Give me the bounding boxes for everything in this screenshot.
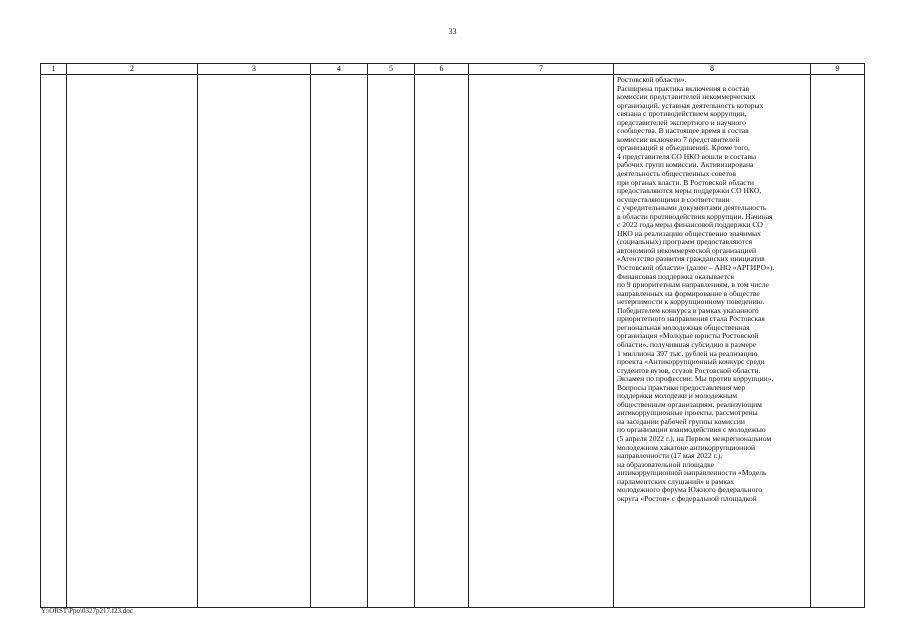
cell-text [469,75,613,76]
cell-col-4 [311,75,368,608]
cell-col-3 [198,75,311,608]
column-header-3: 3 [198,64,311,75]
cell-text [198,75,310,76]
cell-col-5 [368,75,415,608]
report-table [40,63,865,608]
cell-col-6 [415,75,469,608]
cell-text [311,75,367,76]
cell-text [41,75,66,76]
table-row [41,75,865,608]
cell-col-8 [614,75,811,608]
cell-col-7 [469,75,614,608]
header-row [41,64,865,75]
page-number: 33 [448,27,457,36]
column-header-9: 9 [811,64,865,75]
column-header-4: 4 [311,64,368,75]
column-header-8: 8 [614,64,811,75]
cell-body-text: Ростовской области». Расширена практика включения в состав комиссии представителей некоммерческих организаций, уставная деятельность которых связана с противодействием коррупции, представителей экспертного и научного сообщества. В настоящее время в состав комиссии включено 7 представителей организаций и объединений. Кроме того, 4 представителя СО НКО вошли в составы рабочих групп комиссии. Активизирована деятельность общественных советов при органах власти. В Ростовской области предоставляются меры поддержки СО НКО, осуществляющими в соответствии с учредительными документами деятельность в области противодействия коррупции. Начиная с 2022 года меры финансовой поддержки СО НКО на реализацию общественно значимых (социальных) программ предоставляются автономной некоммерческой организацией «Агентство развития гражданских инициатив Ростовской области» (далее – АНО «АРГИРО»). Финансовая поддержка оказывается по 9 приоритетным направлениям, в том числе направленных на формирование в обществе нетерпимости к коррупционному поведению. Победителем конкурса в рамках указанного приоритетного направления стала Ростовская региональная молодежная общественная организация «Молодые юристы Ростовской области», получившая субсидию в размере 1 миллиона 397 тыс. рублей на реализацию проекта «Антикоррупционный конкурс среди студентов вузов, ссузов Ростовской области. Экзамен по профессии: Мы против коррупции». Вопросы практики предоставления мер поддержки молодежи и молодежным общественным организациям, реализующим антикоррупционные проекты, рассмотрены на заседании рабочей группы комиссии по организации взаимодействия с молодежью (5 апреля 2022 г.), на Первом межрегиональном молодежном хакатоне антикоррупционной направленности (17 мая 2022 г.), на образовательной площадке антикоррупционной направленности «Модель парламентских слушаний» в рамках молодежного форума Южного федерального округа «Ростов» с федеральной площадкой [617,75,775,503]
cell-col-2 [67,75,198,608]
cell-text [811,75,864,76]
cell-text [67,75,197,76]
column-header-5: 5 [368,64,415,75]
cell-col-1 [41,75,67,608]
column-header-1: 1 [41,64,67,75]
cell-text [415,75,468,76]
column-header-7: 7 [469,64,614,75]
cell-col-9 [811,75,865,608]
column-header-2: 2 [67,64,198,75]
column-header-6: 6 [415,64,469,75]
cell-text [368,75,414,76]
footer-file-path: Y:\ORST\Ppo\0327p217.f23.doc [41,607,133,615]
